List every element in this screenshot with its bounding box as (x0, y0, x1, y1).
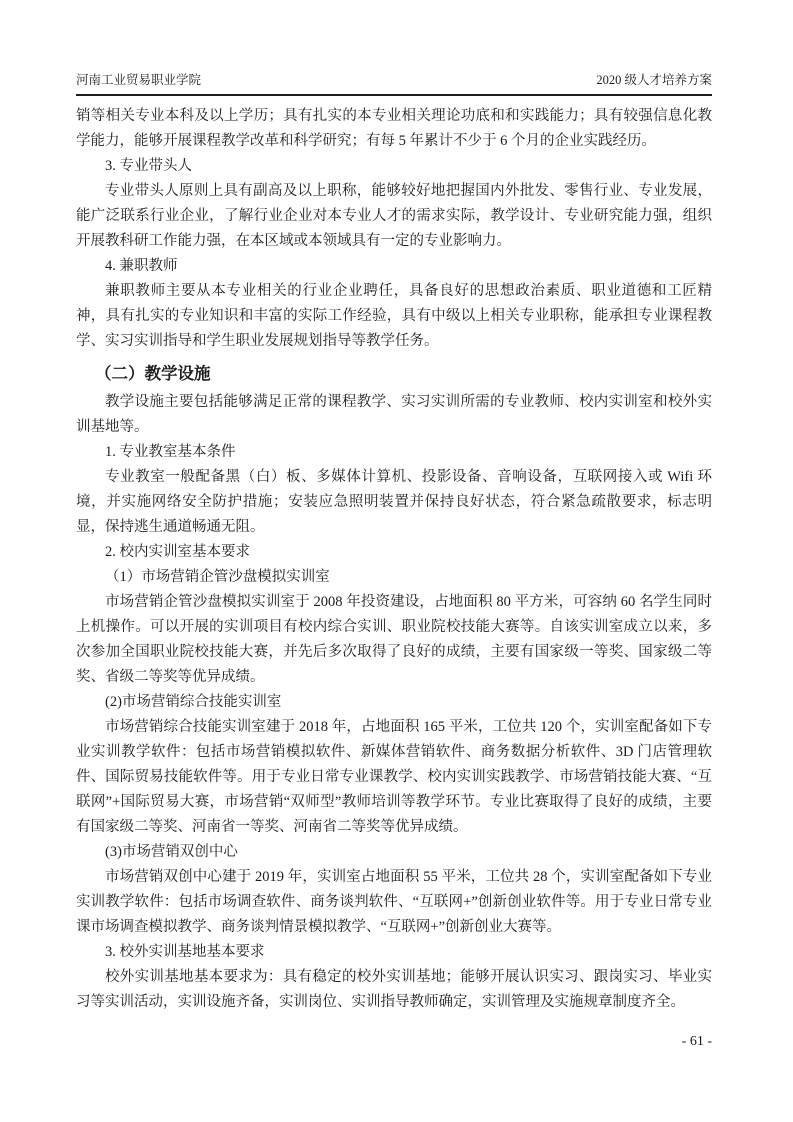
paragraph: 专业教室一般配备黑（白）板、多媒体计算机、投影设备、音响设备，互联网接入或 Wifi 环境，并实施网络安全防护措施；安装应急照明装置并保持良好状态，符合紧急疏散要求，标志明显，保持逃生通道畅通无阻。 (76, 469, 712, 535)
paragraph: 市场营销双创中心建于 2019 年，实训室占地面积 55 平米，工位共 28 个，实训室配备如下专业实训教学软件：包括市场调查软件、商务谈判软件、“互联网+”创新创业软件等。用于专业日常专业课市场调查模拟教学、商务谈判情景模拟教学、“互联网+”创新创业大赛等。 (76, 869, 712, 935)
paragraph: 销等相关专业本科及以上学历；具有扎实的本专业相关理论功底和和实践能力；具有较强信息化教学能力，能够开展课程教学改革和科学研究；有每 5 年累计不少于 6 个月的企业实践经历。 (76, 108, 712, 149)
paragraph: (3)市场营销双创中心 (105, 844, 238, 860)
page-header (76, 72, 712, 96)
section-heading: （二）教学设施 (94, 364, 211, 383)
page-footer (76, 1032, 712, 1052)
paragraph: 兼职教师主要从本专业相关的行业企业聘任，具备良好的思想政治素质、职业道德和工匠精神，具有扎实的专业知识和丰富的实际工作经验，具有中级以上相关专业职称，能承担专业课程教学、实习实训指导和学生职业发展规划指导等教学任务。 (76, 283, 712, 349)
paragraph: 2. 校内实训室基本要求 (105, 544, 250, 560)
paragraph: 市场营销综合技能实训室建于 2018 年，占地面积 165 平米，工位共 120 个，实训室配备如下专业实训教学软件：包括市场营销模拟软件、新媒体营销软件、商务数据分析软件、3D 门店管理软件、国际贸易技能软件等。用于专业日常专业课教学、校内实训实践教学、市场营销技能大赛、“互联网”+国际贸易大赛，市场营销“双师型”教师培训等教学环节。专业比赛取得了良好的成绩，主要有国家级二等奖、河南省一等奖、河南省二等奖等优异成绩。 (76, 719, 712, 835)
document-body (76, 104, 712, 1015)
paragraph: （1）市场营销企管沙盘模拟实训室 (105, 569, 330, 585)
paragraph: 校外实训基地基本要求为：具有稳定的校外实训基地；能够开展认识实习、跟岗实习、毕业实习等实训活动，实训设施齐备，实训岗位、实训指导教师确定，实训管理及实施规章制度齐全。 (76, 969, 712, 1010)
page-number: - 61 - (681, 1034, 712, 1049)
header-school-name: 河南工业贸易职业学院 (76, 73, 202, 87)
paragraph: (2)市场营销综合技能实训室 (105, 694, 282, 710)
paragraph: 4. 兼职教师 (105, 258, 178, 274)
paragraph: 教学设施主要包括能够满足正常的课程教学、实习实训所需的专业教师、校内实训室和校外实训基地等。 (76, 394, 712, 435)
paragraph: 专业带头人原则上具有副高及以上职称，能够较好地把握国内外批发、零售行业、专业发展，能广泛联系行业企业，了解行业企业对本专业人才的需求实际，教学设计、专业研究能力强，组织开展教科研工作能力强，在本区域或本领域具有一定的专业影响力。 (76, 183, 712, 249)
paragraph: 3. 校外实训基地基本要求 (105, 944, 265, 960)
paragraph: 1. 专业教室基本条件 (105, 444, 236, 460)
header-document-title: 2020 级人才培养方案 (596, 73, 712, 87)
paragraph: 3. 专业带头人 (105, 158, 192, 174)
paragraph: 市场营销企管沙盘模拟实训室于 2008 年投资建设，占地面积 80 平方米，可容纳 60 名学生同时上机操作。可以开展的实训项目有校内综合实训、职业院校技能大赛等。自该实训室成立以来，多次参加全国职业院校技能大赛，并先后多次取得了良好的成绩，主要有国家级一等奖、国家级二等奖、省级二等奖等优异成绩。 (76, 594, 712, 685)
